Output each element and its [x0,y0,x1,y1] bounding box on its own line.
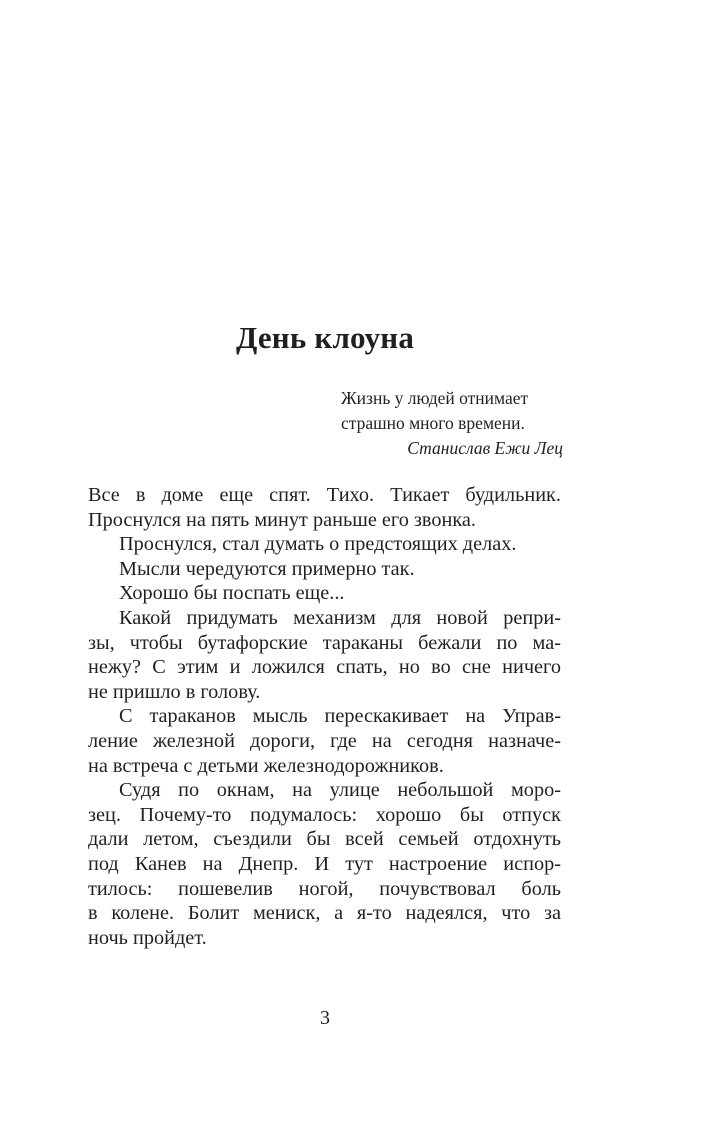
text-line: нежу? С этим и ложился спать, но во сне ничего [88,656,561,679]
text-line: Хорошо бы поспать еще... [119,582,345,605]
text-line: Проснулся, стал думать о предстоящих делах. [119,533,517,556]
epigraph-author: Станислав Ежи Лец [407,438,563,458]
text-line: Судя по окнам, на улице небольшой моро- [119,779,561,802]
text-line: Какой придумать механизм для новой репри- [119,606,561,629]
body-text [88,483,561,950]
text-line: ление железной дороги, где на сегодня назначе- [88,729,561,752]
text-line: не пришло в голову. [88,680,261,703]
text-line: под Канев на Днепр. И тут настроение испор- [88,852,561,875]
chapter-title: День клоуна [235,320,415,355]
text-line: дали летом, съездили бы всей семьей отдохнуть [88,828,561,851]
epigraph-line: Жизнь у людей отнимает [341,388,529,408]
text-line: ночь пройдет. [88,926,207,949]
text-line: на встреча с детьми железнодорожников. [88,754,444,777]
epigraph [341,386,563,461]
text-line: зец. Почему-то подумалось: хорошо бы отпуск [88,803,561,826]
text-line: Проснулся на пять минут раньше его звонка. [88,508,476,531]
text-line: зы, чтобы бутафорские тараканы бежали по ма- [88,631,561,654]
text-line: в колене. Болит мениск, а я-то надеялся, что за [88,902,561,925]
text-line: тилось: пошевелив ногой, почувствовал боль [88,877,561,900]
page-number: 3 [320,1007,330,1029]
epigraph-line: страшно много времени. [341,413,525,433]
text-line: Все в доме еще спят. Тихо. Тикает будильник. [88,484,561,506]
text-line: С тараканов мысль перескакивает на Управ- [119,705,561,728]
text-line: Мысли чередуются примерно так. [119,557,415,580]
